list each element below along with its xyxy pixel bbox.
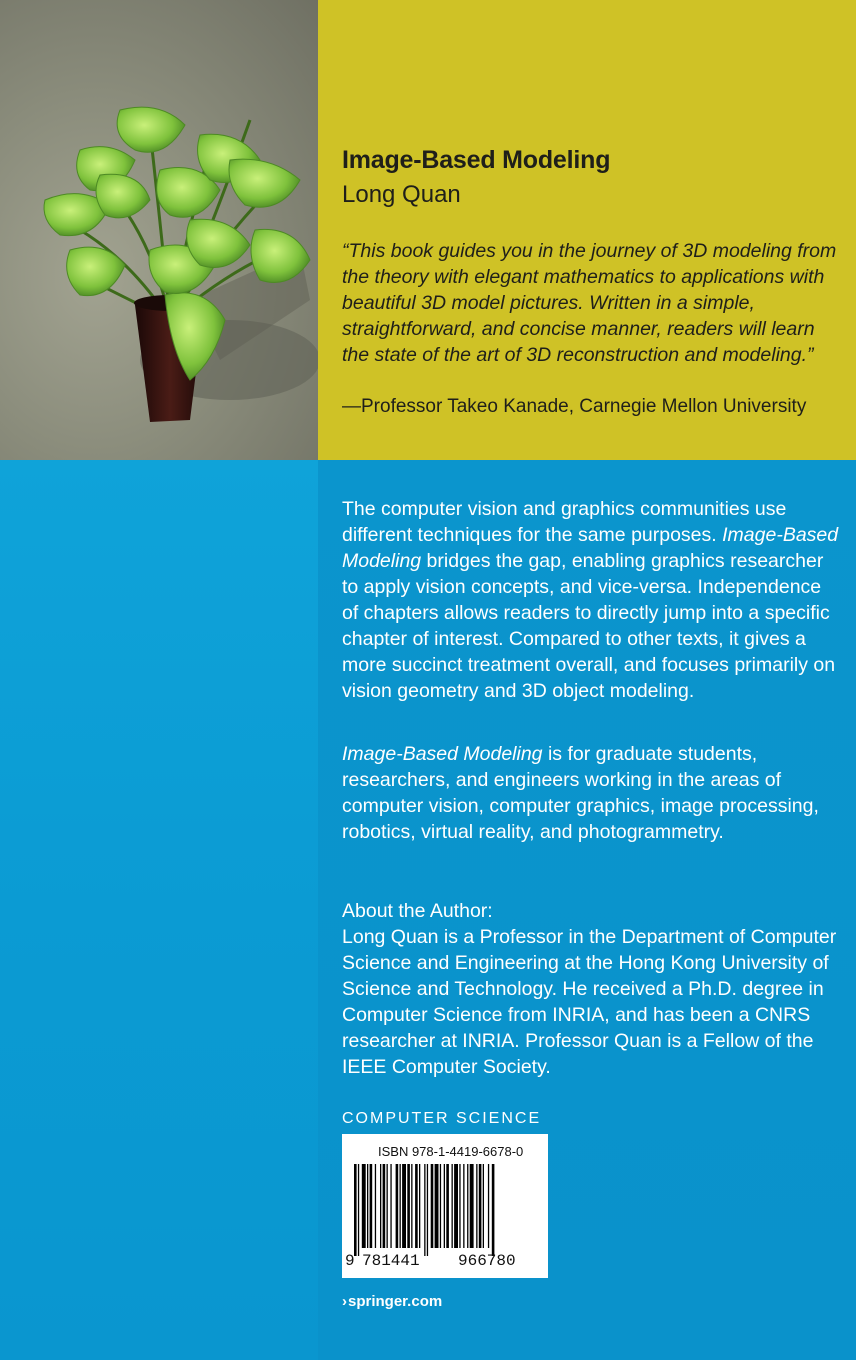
- barcode-bar: [488, 1164, 489, 1248]
- barcode-bar: [424, 1164, 425, 1256]
- barcode-bar: [483, 1164, 484, 1248]
- barcode-digits-right: 966780: [458, 1252, 516, 1270]
- quote-attribution: —Professor Takeo Kanade, Carnegie Mellon University: [342, 396, 807, 417]
- barcode-bar: [362, 1164, 366, 1248]
- barcode-bar: [411, 1164, 412, 1248]
- barcode-digits-left: 781441: [362, 1252, 420, 1270]
- barcode-bar: [440, 1164, 441, 1248]
- book-author: Long Quan: [342, 181, 461, 208]
- barcode-bar: [479, 1164, 482, 1248]
- barcode-bar: [419, 1164, 420, 1248]
- barcode-bar: [400, 1164, 401, 1248]
- barcode-bar: [390, 1164, 391, 1248]
- description-text: The computer vision and graphics communities use different techniques for the same purposes.: [342, 498, 787, 546]
- barcode-bar: [463, 1164, 464, 1248]
- about-author-heading: About the Author:: [342, 900, 493, 922]
- description-paragraph-1: [342, 496, 842, 704]
- barcode-bar: [470, 1164, 474, 1248]
- endorsement-quote: “This book guides you in the journey of 3D modeling from the theory with elegant mathematics to applications with beautiful 3D model pictures. Written in a simple, straightforward, and concise manner, readers will learn the state of the art of 3D reconstruction and modeling.”: [342, 240, 837, 366]
- barcode-bar: [396, 1164, 399, 1248]
- chevron-right-icon: ›: [342, 1293, 347, 1310]
- barcode-bar: [444, 1164, 445, 1248]
- barcode-bar: [459, 1164, 460, 1248]
- barcode-bar: [358, 1164, 359, 1256]
- book-title-inline: Image-Based Modeling: [342, 743, 543, 765]
- barcode-bar: [380, 1164, 381, 1248]
- book-title: Image-Based Modeling: [342, 146, 611, 174]
- description-text: bridges the gap, enabling graphics researcher to apply vision concepts, and vice-versa. Independence of chapters allows readers to directly jump into a specific chapter of interest. Compared to other texts, it gives a more succinct treatment overall, and focuses primarily on vision geometry and 3D object modeling.: [342, 550, 836, 702]
- barcode-bar: [492, 1164, 495, 1256]
- isbn-label: ISBN 978-1-4419-6678-0: [378, 1144, 524, 1159]
- barcode-bar: [431, 1164, 434, 1248]
- barcode-bar: [354, 1164, 357, 1256]
- description-paragraph-2: [342, 741, 842, 845]
- description-text: is for graduate students, researchers, and engineers working in the areas of computer vision, computer graphics, image processing, robotics, virtual reality, and photogrammetry.: [342, 743, 819, 843]
- quote-panel: [318, 0, 856, 460]
- barcode-bar: [476, 1164, 477, 1248]
- publisher-link[interactable]: [342, 1293, 442, 1310]
- barcode-bar: [454, 1164, 458, 1248]
- barcode-bar: [452, 1164, 453, 1248]
- publisher-url: springer.com: [348, 1293, 443, 1310]
- barcode-bar: [435, 1164, 439, 1248]
- barcode-bar: [375, 1164, 376, 1248]
- book-title-inline: Image-Based Modeling: [342, 524, 839, 572]
- barcode-bar: [407, 1164, 410, 1248]
- plant-illustration: [0, 0, 318, 460]
- barcode-bar: [446, 1164, 449, 1248]
- isbn-barcode: [342, 1134, 548, 1278]
- barcode-bar: [387, 1164, 388, 1248]
- barcode-bar: [402, 1164, 406, 1248]
- barcode-bar: [370, 1164, 373, 1248]
- left-blue-panel: [0, 460, 318, 1360]
- barcode-bar: [383, 1164, 386, 1248]
- barcode-bar: [427, 1164, 428, 1256]
- barcode-bar: [415, 1164, 418, 1248]
- barcode-bar: [367, 1164, 368, 1248]
- cover-photo-panel: [0, 0, 318, 460]
- barcode-bar: [467, 1164, 468, 1248]
- about-author-text: Long Quan is a Professor in the Department of Computer Science and Engineering at the Hong Kong University of Science and Technology. He received a Ph.D. degree in Computer Science from INRIA, and has been a CNRS researcher at INRIA. Professor Quan is a Fellow of the IEEE Computer Society.: [342, 926, 837, 1078]
- subject-category: COMPUTER SCIENCE: [342, 1110, 542, 1127]
- barcode-lead-digit: 9: [345, 1252, 355, 1270]
- barcode-bars: [354, 1164, 536, 1256]
